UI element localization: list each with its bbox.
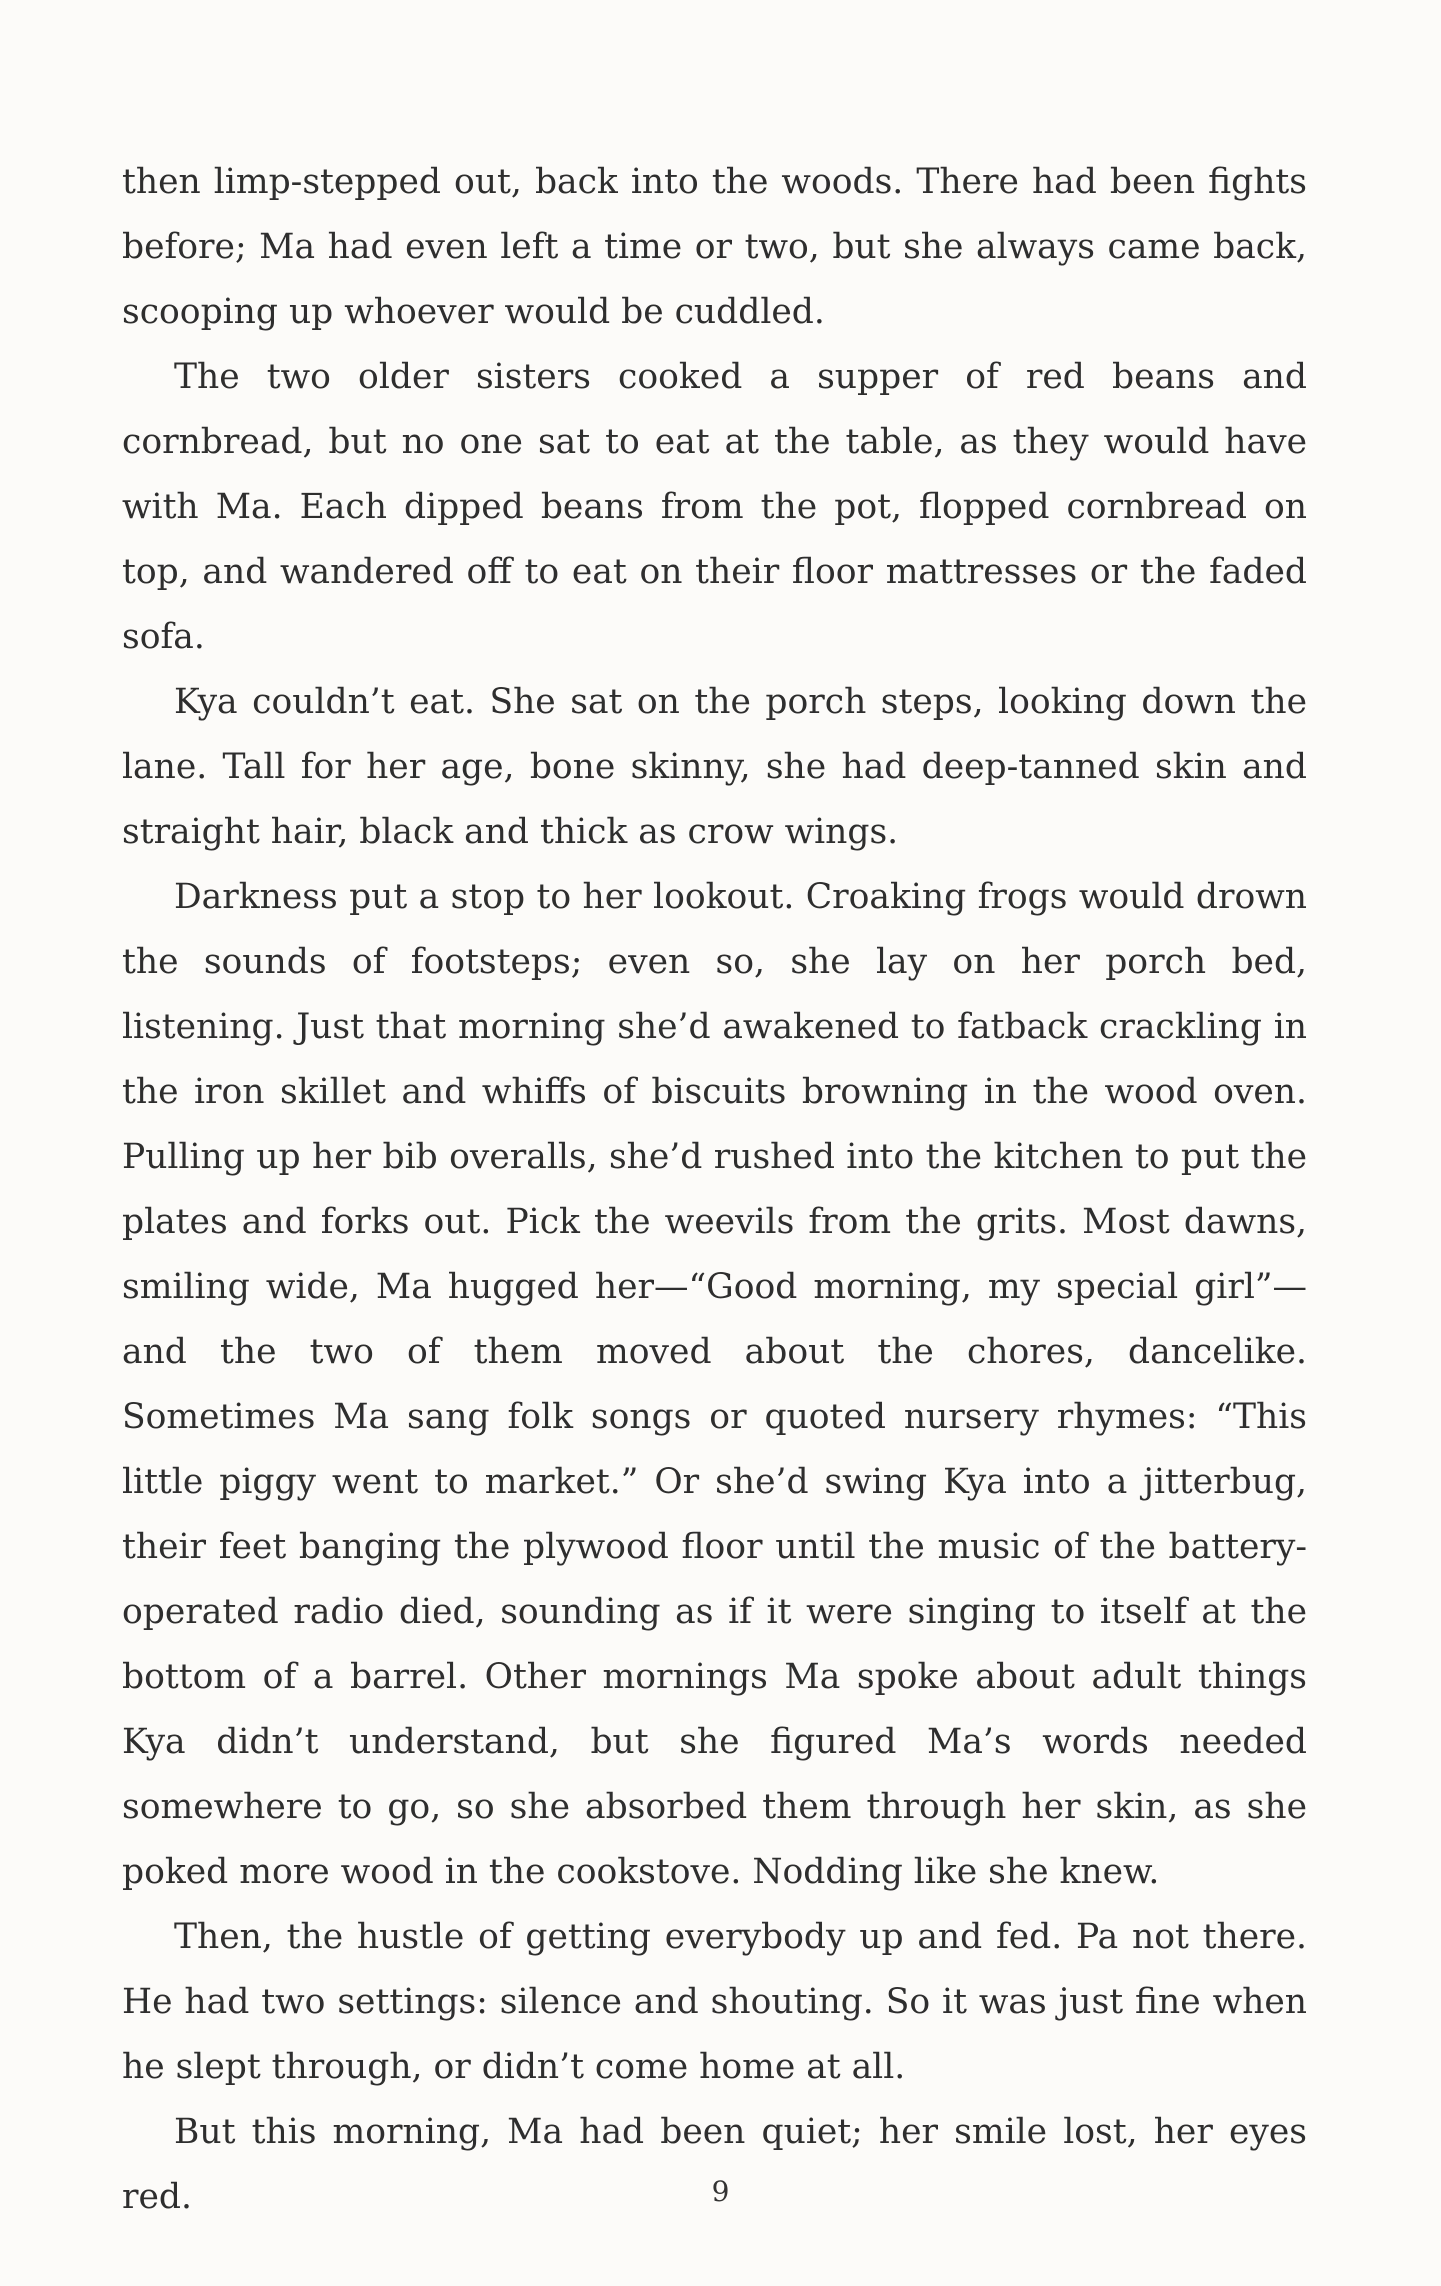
- paragraph-5: Then, the hustle of getting everybody up and fed. Pa not there. He had two settings: silence and shouting. So it was just fine when he slept through, or didn’t come home at all.: [122, 1917, 1307, 2087]
- paragraph-3: Kya couldn’t eat. She sat on the porch steps, looking down the lane. Tall for her age, bone skinny, she had deep-tanned skin and straight hair, black and thick as crow wings.: [122, 682, 1307, 852]
- paragraph-6: But this morning, Ma had been quiet; her smile lost, her eyes red.: [122, 2112, 1307, 2217]
- page-number: 9: [711, 2175, 730, 2208]
- paragraph-2: The two older sisters cooked a supper of red beans and cornbread, but no one sat to eat at the table, as they would have with Ma. Each dipped beans from the pot, flopped cornbread on top, and wandered off to eat on their floor mattresses or the faded sofa.: [122, 357, 1307, 657]
- paragraph-1: then limp-stepped out, back into the woods. There had been fights before; Ma had even left a time or two, but she always came back, scooping up whoever would be cuddled.: [122, 162, 1307, 332]
- body-text: [122, 150, 1307, 2230]
- paragraph-4: Darkness put a stop to her lookout. Croaking frogs would drown the sounds of footsteps; even so, she lay on her porch bed, listening. Just that morning she’d awakened to fatback crackling in the iron skillet and whiffs of biscuits browning in the wood oven. Pulling up her bib overalls, she’d rushed into the kitchen to put the plates and forks out. Pick the weevils from the grits. Most dawns, smiling wide, Ma hugged her—“Good morning, my special girl”—and the two of them moved about the chores, dancelike. Sometimes Ma sang folk songs or quoted nursery rhymes: “This little piggy went to market.” Or she’d swing Kya into a jitterbug, their feet banging the plywood floor until the music of the battery-operated radio died, sounding as if it were singing to itself at the bottom of a barrel. Other mornings Ma spoke about adult things Kya didn’t understand, but she figured Ma’s words needed somewhere to go, so she absorbed them through her skin, as she poked more wood in the cookstove. Nodding like she knew.: [122, 877, 1307, 1892]
